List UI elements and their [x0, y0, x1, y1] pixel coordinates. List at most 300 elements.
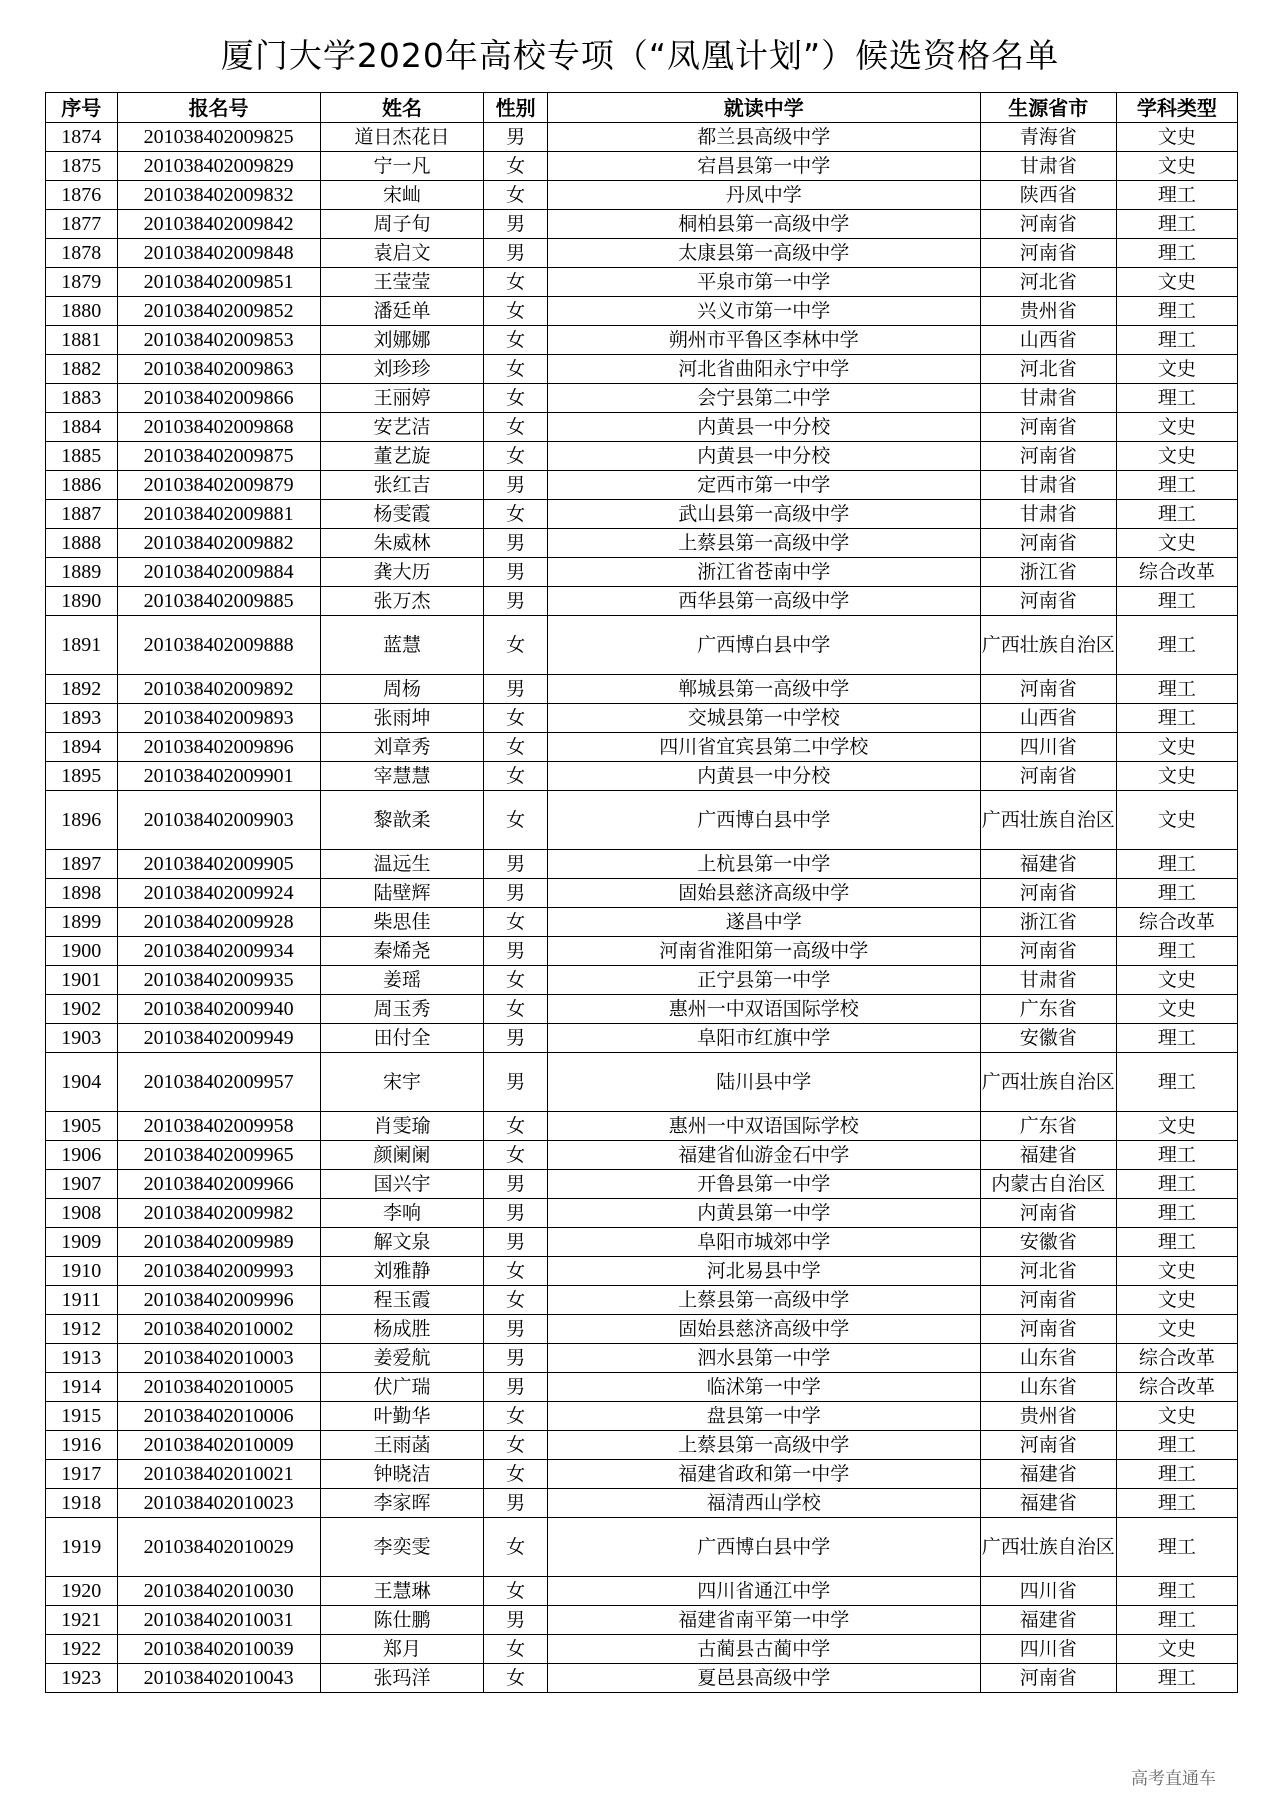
cell-name: 颜阑阑: [320, 1141, 484, 1170]
cell-name: 周子旬: [320, 210, 484, 239]
cell-subject: 理工: [1116, 587, 1237, 616]
cell-name: 宰慧慧: [320, 762, 484, 791]
cell-province: 河南省: [980, 675, 1116, 704]
watermark: 高考直通车: [1131, 1769, 1216, 1789]
cell-reg-no: 201038402009851: [117, 268, 320, 297]
table-row: [46, 1635, 1238, 1664]
cell-index: 1919: [46, 1518, 118, 1577]
cell-province: 河南省: [980, 587, 1116, 616]
cell-gender: 女: [484, 442, 547, 471]
cell-school: 桐柏县第一高级中学: [547, 210, 980, 239]
cell-index: 1909: [46, 1228, 118, 1257]
cell-school: 河南省淮阳第一高级中学: [547, 937, 980, 966]
cell-reg-no: 201038402010031: [117, 1606, 320, 1635]
table-row: [46, 762, 1238, 791]
cell-province: 甘肃省: [980, 500, 1116, 529]
cell-school: 河北省曲阳永宁中学: [547, 355, 980, 384]
cell-reg-no: 201038402009825: [117, 123, 320, 152]
cell-school: 遂昌中学: [547, 908, 980, 937]
table-row: [46, 529, 1238, 558]
cell-reg-no: 201038402009848: [117, 239, 320, 268]
header-reg-no: 报名号: [117, 93, 320, 123]
cell-subject: 理工: [1116, 879, 1237, 908]
cell-index: 1892: [46, 675, 118, 704]
cell-name: 李响: [320, 1199, 484, 1228]
cell-gender: 女: [484, 268, 547, 297]
cell-school: 郸城县第一高级中学: [547, 675, 980, 704]
cell-reg-no: 201038402009996: [117, 1286, 320, 1315]
cell-name: 国兴宇: [320, 1170, 484, 1199]
cell-reg-no: 201038402010043: [117, 1664, 320, 1693]
cell-province: 河南省: [980, 762, 1116, 791]
header-gender: 性别: [484, 93, 547, 123]
cell-reg-no: 201038402010002: [117, 1315, 320, 1344]
cell-gender: 男: [484, 1315, 547, 1344]
cell-index: 1905: [46, 1112, 118, 1141]
cell-school: 古蔺县古蔺中学: [547, 1635, 980, 1664]
cell-name: 陈仕鹏: [320, 1606, 484, 1635]
cell-reg-no: 201038402010030: [117, 1577, 320, 1606]
cell-index: 1904: [46, 1053, 118, 1112]
cell-province: 广西壮族自治区: [980, 1518, 1116, 1577]
cell-province: 广东省: [980, 1112, 1116, 1141]
cell-subject: 理工: [1116, 937, 1237, 966]
cell-index: 1907: [46, 1170, 118, 1199]
cell-index: 1921: [46, 1606, 118, 1635]
cell-subject: 文史: [1116, 1286, 1237, 1315]
cell-gender: 女: [484, 966, 547, 995]
cell-subject: 文史: [1116, 966, 1237, 995]
table-row: [46, 704, 1238, 733]
cell-index: 1891: [46, 616, 118, 675]
cell-subject: 理工: [1116, 1199, 1237, 1228]
table-row: [46, 1170, 1238, 1199]
cell-gender: 男: [484, 210, 547, 239]
cell-province: 河南省: [980, 937, 1116, 966]
cell-school: 固始县慈济高级中学: [547, 879, 980, 908]
cell-gender: 女: [484, 326, 547, 355]
table-row: [46, 210, 1238, 239]
cell-subject: 理工: [1116, 850, 1237, 879]
cell-index: 1917: [46, 1460, 118, 1489]
cell-name: 杨成胜: [320, 1315, 484, 1344]
cell-subject: 理工: [1116, 1228, 1237, 1257]
table-header-row: [46, 93, 1238, 123]
cell-reg-no: 201038402009882: [117, 529, 320, 558]
table-row: [46, 1199, 1238, 1228]
cell-gender: 男: [484, 1373, 547, 1402]
cell-province: 河南省: [980, 239, 1116, 268]
cell-reg-no: 201038402009892: [117, 675, 320, 704]
cell-school: 福建省政和第一中学: [547, 1460, 980, 1489]
cell-subject: 理工: [1116, 1489, 1237, 1518]
cell-name: 道日杰花日: [320, 123, 484, 152]
cell-province: 福建省: [980, 1460, 1116, 1489]
cell-name: 姜爱航: [320, 1344, 484, 1373]
table-row: [46, 733, 1238, 762]
cell-province: 安徽省: [980, 1024, 1116, 1053]
cell-gender: 男: [484, 675, 547, 704]
cell-school: 上蔡县第一高级中学: [547, 529, 980, 558]
cell-name: 安艺洁: [320, 413, 484, 442]
cell-province: 贵州省: [980, 297, 1116, 326]
cell-province: 福建省: [980, 1606, 1116, 1635]
cell-school: 浙江省苍南中学: [547, 558, 980, 587]
cell-gender: 女: [484, 297, 547, 326]
table-row: [46, 152, 1238, 181]
cell-province: 山西省: [980, 326, 1116, 355]
cell-reg-no: 201038402009853: [117, 326, 320, 355]
cell-province: 安徽省: [980, 1228, 1116, 1257]
cell-province: 甘肃省: [980, 471, 1116, 500]
cell-province: 广东省: [980, 995, 1116, 1024]
cell-school: 惠州一中双语国际学校: [547, 995, 980, 1024]
cell-name: 陆壁辉: [320, 879, 484, 908]
cell-school: 福建省南平第一中学: [547, 1606, 980, 1635]
cell-reg-no: 201038402009832: [117, 181, 320, 210]
cell-province: 福建省: [980, 1489, 1116, 1518]
cell-province: 广西壮族自治区: [980, 791, 1116, 850]
cell-index: 1906: [46, 1141, 118, 1170]
header-school: 就读中学: [547, 93, 980, 123]
cell-school: 定西市第一中学: [547, 471, 980, 500]
table-row: [46, 1141, 1238, 1170]
cell-subject: 理工: [1116, 239, 1237, 268]
cell-subject: 文史: [1116, 762, 1237, 791]
cell-name: 叶勤华: [320, 1402, 484, 1431]
cell-school: 开鲁县第一中学: [547, 1170, 980, 1199]
cell-reg-no: 201038402009866: [117, 384, 320, 413]
cell-subject: 综合改革: [1116, 558, 1237, 587]
cell-gender: 男: [484, 1606, 547, 1635]
cell-province: 山西省: [980, 704, 1116, 733]
cell-school: 太康县第一高级中学: [547, 239, 980, 268]
cell-subject: 理工: [1116, 616, 1237, 675]
cell-name: 伏广瑞: [320, 1373, 484, 1402]
table-row: [46, 268, 1238, 297]
cell-subject: 文史: [1116, 1402, 1237, 1431]
cell-subject: 文史: [1116, 791, 1237, 850]
cell-name: 宁一凡: [320, 152, 484, 181]
cell-subject: 理工: [1116, 210, 1237, 239]
cell-reg-no: 201038402009940: [117, 995, 320, 1024]
cell-subject: 理工: [1116, 1577, 1237, 1606]
cell-gender: 女: [484, 762, 547, 791]
cell-school: 四川省宜宾县第二中学校: [547, 733, 980, 762]
cell-province: 浙江省: [980, 908, 1116, 937]
cell-name: 刘章秀: [320, 733, 484, 762]
cell-gender: 女: [484, 1635, 547, 1664]
cell-province: 河南省: [980, 1199, 1116, 1228]
cell-reg-no: 201038402009842: [117, 210, 320, 239]
cell-name: 袁启文: [320, 239, 484, 268]
cell-subject: 文史: [1116, 1315, 1237, 1344]
cell-reg-no: 201038402009863: [117, 355, 320, 384]
cell-index: 1879: [46, 268, 118, 297]
cell-gender: 女: [484, 500, 547, 529]
cell-province: 甘肃省: [980, 152, 1116, 181]
cell-gender: 女: [484, 1112, 547, 1141]
cell-index: 1896: [46, 791, 118, 850]
cell-index: 1918: [46, 1489, 118, 1518]
cell-gender: 男: [484, 1024, 547, 1053]
cell-subject: 理工: [1116, 326, 1237, 355]
cell-reg-no: 201038402009888: [117, 616, 320, 675]
cell-reg-no: 201038402010021: [117, 1460, 320, 1489]
cell-gender: 女: [484, 704, 547, 733]
cell-gender: 男: [484, 558, 547, 587]
cell-province: 内蒙古自治区: [980, 1170, 1116, 1199]
cell-name: 刘珍珍: [320, 355, 484, 384]
cell-reg-no: 201038402009993: [117, 1257, 320, 1286]
table-row: [46, 1431, 1238, 1460]
cell-school: 临沭第一中学: [547, 1373, 980, 1402]
cell-school: 盘县第一中学: [547, 1402, 980, 1431]
table-row: [46, 1344, 1238, 1373]
cell-index: 1882: [46, 355, 118, 384]
header-subject: 学科类型: [1116, 93, 1237, 123]
cell-school: 惠州一中双语国际学校: [547, 1112, 980, 1141]
cell-name: 王丽婷: [320, 384, 484, 413]
candidate-table: [45, 92, 1238, 1693]
cell-province: 四川省: [980, 1577, 1116, 1606]
cell-index: 1880: [46, 297, 118, 326]
cell-school: 正宁县第一中学: [547, 966, 980, 995]
cell-subject: 文史: [1116, 1635, 1237, 1664]
cell-gender: 男: [484, 1170, 547, 1199]
cell-reg-no: 201038402009852: [117, 297, 320, 326]
table-row: [46, 791, 1238, 850]
table-row: [46, 850, 1238, 879]
cell-index: 1875: [46, 152, 118, 181]
cell-gender: 男: [484, 1228, 547, 1257]
cell-subject: 理工: [1116, 1141, 1237, 1170]
table-row: [46, 1606, 1238, 1635]
cell-subject: 理工: [1116, 1460, 1237, 1489]
cell-gender: 女: [484, 1577, 547, 1606]
cell-school: 上杭县第一中学: [547, 850, 980, 879]
cell-province: 河北省: [980, 268, 1116, 297]
cell-gender: 女: [484, 1402, 547, 1431]
cell-name: 温远生: [320, 850, 484, 879]
table-row: [46, 1460, 1238, 1489]
cell-index: 1915: [46, 1402, 118, 1431]
cell-subject: 文史: [1116, 995, 1237, 1024]
cell-index: 1890: [46, 587, 118, 616]
cell-name: 黎歆柔: [320, 791, 484, 850]
cell-school: 西华县第一高级中学: [547, 587, 980, 616]
cell-gender: 男: [484, 587, 547, 616]
cell-school: 内黄县一中分校: [547, 413, 980, 442]
cell-province: 河南省: [980, 1664, 1116, 1693]
cell-name: 秦烯尧: [320, 937, 484, 966]
table-row: [46, 500, 1238, 529]
table-row: [46, 675, 1238, 704]
cell-reg-no: 201038402009905: [117, 850, 320, 879]
cell-subject: 文史: [1116, 442, 1237, 471]
cell-province: 福建省: [980, 1141, 1116, 1170]
cell-school: 泗水县第一中学: [547, 1344, 980, 1373]
cell-gender: 男: [484, 239, 547, 268]
cell-name: 周杨: [320, 675, 484, 704]
cell-name: 王慧琳: [320, 1577, 484, 1606]
cell-index: 1884: [46, 413, 118, 442]
table-row: [46, 1489, 1238, 1518]
table-row: [46, 558, 1238, 587]
table-row: [46, 616, 1238, 675]
cell-reg-no: 201038402009928: [117, 908, 320, 937]
cell-subject: 理工: [1116, 297, 1237, 326]
cell-gender: 女: [484, 1257, 547, 1286]
cell-index: 1898: [46, 879, 118, 908]
cell-reg-no: 201038402010039: [117, 1635, 320, 1664]
cell-name: 龚大历: [320, 558, 484, 587]
cell-index: 1889: [46, 558, 118, 587]
table-row: [46, 355, 1238, 384]
table-row: [46, 384, 1238, 413]
cell-index: 1923: [46, 1664, 118, 1693]
table-row: [46, 1315, 1238, 1344]
cell-reg-no: 201038402009896: [117, 733, 320, 762]
cell-name: 宋屾: [320, 181, 484, 210]
cell-name: 姜瑶: [320, 966, 484, 995]
cell-index: 1916: [46, 1431, 118, 1460]
cell-subject: 理工: [1116, 1024, 1237, 1053]
cell-index: 1920: [46, 1577, 118, 1606]
cell-reg-no: 201038402009885: [117, 587, 320, 616]
cell-reg-no: 201038402009934: [117, 937, 320, 966]
cell-province: 四川省: [980, 733, 1116, 762]
cell-school: 上蔡县第一高级中学: [547, 1286, 980, 1315]
cell-school: 内黄县第一中学: [547, 1199, 980, 1228]
cell-school: 丹凤中学: [547, 181, 980, 210]
cell-reg-no: 201038402009924: [117, 879, 320, 908]
table-row: [46, 1257, 1238, 1286]
cell-gender: 男: [484, 879, 547, 908]
cell-subject: 综合改革: [1116, 1373, 1237, 1402]
cell-reg-no: 201038402010005: [117, 1373, 320, 1402]
cell-school: 福清西山学校: [547, 1489, 980, 1518]
cell-province: 四川省: [980, 1635, 1116, 1664]
cell-reg-no: 201038402009884: [117, 558, 320, 587]
cell-subject: 综合改革: [1116, 908, 1237, 937]
cell-index: 1913: [46, 1344, 118, 1373]
cell-index: 1899: [46, 908, 118, 937]
table-row: [46, 297, 1238, 326]
cell-province: 山东省: [980, 1373, 1116, 1402]
cell-province: 河南省: [980, 442, 1116, 471]
page-title: 厦门大学2020年高校专项（“凤凰计划”）候选资格名单: [220, 36, 1060, 75]
cell-gender: 男: [484, 123, 547, 152]
cell-gender: 男: [484, 1199, 547, 1228]
cell-name: 刘娜娜: [320, 326, 484, 355]
table-body: [46, 123, 1238, 1693]
cell-index: 1878: [46, 239, 118, 268]
cell-subject: 理工: [1116, 704, 1237, 733]
header-index: 序号: [46, 93, 118, 123]
cell-reg-no: 201038402009935: [117, 966, 320, 995]
table-row: [46, 1112, 1238, 1141]
cell-subject: 综合改革: [1116, 1344, 1237, 1373]
cell-gender: 女: [484, 733, 547, 762]
cell-gender: 男: [484, 1053, 547, 1112]
cell-name: 刘雅静: [320, 1257, 484, 1286]
cell-index: 1897: [46, 850, 118, 879]
cell-subject: 理工: [1116, 1053, 1237, 1112]
cell-name: 解文泉: [320, 1228, 484, 1257]
cell-school: 固始县慈济高级中学: [547, 1315, 980, 1344]
cell-gender: 女: [484, 384, 547, 413]
cell-gender: 女: [484, 908, 547, 937]
cell-index: 1885: [46, 442, 118, 471]
cell-province: 青海省: [980, 123, 1116, 152]
cell-reg-no: 201038402010009: [117, 1431, 320, 1460]
table-row: [46, 879, 1238, 908]
cell-reg-no: 201038402009901: [117, 762, 320, 791]
cell-index: 1887: [46, 500, 118, 529]
cell-gender: 女: [484, 413, 547, 442]
header-province: 生源省市: [980, 93, 1116, 123]
cell-gender: 女: [484, 1286, 547, 1315]
cell-gender: 女: [484, 995, 547, 1024]
cell-name: 朱威林: [320, 529, 484, 558]
table-row: [46, 1286, 1238, 1315]
cell-index: 1876: [46, 181, 118, 210]
cell-subject: 理工: [1116, 181, 1237, 210]
header-name: 姓名: [320, 93, 484, 123]
cell-name: 张红吉: [320, 471, 484, 500]
cell-name: 李奕雯: [320, 1518, 484, 1577]
cell-name: 田付全: [320, 1024, 484, 1053]
cell-index: 1911: [46, 1286, 118, 1315]
cell-province: 甘肃省: [980, 966, 1116, 995]
cell-school: 广西博白县中学: [547, 1518, 980, 1577]
cell-school: 武山县第一高级中学: [547, 500, 980, 529]
cell-gender: 男: [484, 1344, 547, 1373]
cell-reg-no: 201038402009868: [117, 413, 320, 442]
cell-reg-no: 201038402009903: [117, 791, 320, 850]
cell-school: 朔州市平鲁区李林中学: [547, 326, 980, 355]
table-row: [46, 587, 1238, 616]
cell-subject: 文史: [1116, 529, 1237, 558]
cell-index: 1902: [46, 995, 118, 1024]
cell-school: 平泉市第一中学: [547, 268, 980, 297]
table-row: [46, 1577, 1238, 1606]
table-row: [46, 966, 1238, 995]
cell-province: 河南省: [980, 1431, 1116, 1460]
cell-index: 1893: [46, 704, 118, 733]
cell-school: 上蔡县第一高级中学: [547, 1431, 980, 1460]
cell-reg-no: 201038402009957: [117, 1053, 320, 1112]
cell-subject: 理工: [1116, 1664, 1237, 1693]
cell-gender: 女: [484, 152, 547, 181]
cell-reg-no: 201038402009966: [117, 1170, 320, 1199]
table-row: [46, 442, 1238, 471]
cell-school: 阜阳市城郊中学: [547, 1228, 980, 1257]
table-row: [46, 326, 1238, 355]
cell-index: 1903: [46, 1024, 118, 1053]
cell-reg-no: 201038402009949: [117, 1024, 320, 1053]
cell-school: 阜阳市红旗中学: [547, 1024, 980, 1053]
cell-name: 王雨菡: [320, 1431, 484, 1460]
cell-school: 宕昌县第一中学: [547, 152, 980, 181]
cell-subject: 文史: [1116, 733, 1237, 762]
cell-reg-no: 201038402009893: [117, 704, 320, 733]
cell-gender: 男: [484, 1489, 547, 1518]
table-row: [46, 908, 1238, 937]
cell-name: 蓝慧: [320, 616, 484, 675]
cell-index: 1922: [46, 1635, 118, 1664]
